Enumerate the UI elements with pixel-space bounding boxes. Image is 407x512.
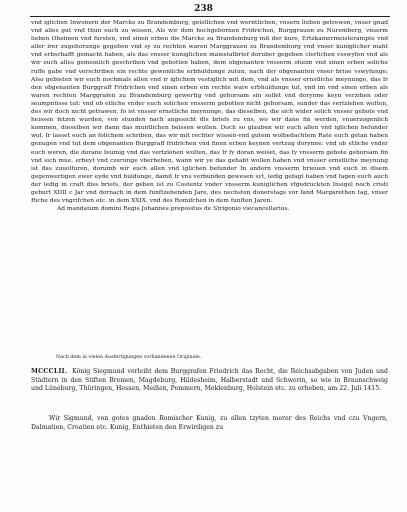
source-note: Nach dem in vielen Ausfertigungen vorhandenen Originale. xyxy=(56,355,202,360)
document-heading xyxy=(31,368,388,394)
charter-main-paragraph: vnd iglichen Inwonern der Marcke zu Brandemburg, geistlichen vnd werntlichen, vnsern lieben getrewen, vnser gnad vnd alles gut vnd thun euch zu wissen, Als wir dem hochgebornen Fridrichen, Burggrauen zu Nuremberg, vnserm lieben Oheimen vnd fursten, vnd sinen erben die Marcke zu Brandemburg mit der kure, Ertzkamermeisterampte vnd aller irer zugehorunge gegeben vnd sy zu rechten waren Marggrauen zu Brandemburg vnd vnser kuniglicher maht vnd erbschafft gemacht haben, als das vnsser kuniglichen maiestatbrief doruber gegeben clerlichen vsswyfen vnd als wir euch alles gemeinlich geschriben vnd gebotten haben, dem obgenanten vnsserm oheim vnd sinen erben soliche ruffe gabe vnd verschriben ein rechte gewonliche erbhuldunge zutun, nach der obgenanten vnser briue vswyfunge; Also gebieten wir euch nochmals allen vnd ir iglichem vestiglich mit dem, vnd als vnsser ernstliche meynunge, das Ir den obgenanten Burggraff Fridrichen vnd sinen erben ein rechte ware erbhuldunge tut, vnd im vnd sinen erben als waren rechten Marggrafen zu Brandemburg gewertig vnd gehorsam sin sollet vnd dorynne keyn verzihen oder seumpnüsse tut: vnd ob etliche vnder euch solichen vnsserm gebotten nicht gehorsam, sunder das vertziehen wolten, des wir doch nicht getrawen, fo ist vnsser ernstliche meynunge, das dieselben, die sich wider solich vnsser gebote vnd heissen fetzen wurden, von stunden nach angesicht dis briefs zu vns, wo wir dane fin werden, vnuerzogenlich kommen, dieselben wir dann das muntlichen heissen wollen. Doch so glauben wir euch allen vnd iglichen befunder wol, Ir lasset euch an folichem schriben, das wir mit rechter wissen-vnd gutem wolbedachtem Rate euch getan haben genugen vnd tut dem obgenanten Burggraff fridrichen vnd finen erben keynen vertzug dorynne: vnd ob etliche vnder euch weren, die dorane feumig vnd das vertziehen wolten, das Ir fy doran weiset, das fy vnsserm gebote gehorsam fin vnd sich mue, erbeyt vnd czerunge vberheben, wann wir ye das gehabt wollen haben vnd vnsser ernstliche meynung ist das zuuolfuren, dorumb wir euch allen vnd iglichen befunder In andern vnsserm brieuen vnd euch in disem gegenwertigen ewer eyde vnd huldunge, damit Ir vns verbunden gewesen syt, ledig gefagt haben vnd fagen euch auch der ledig in craft diss briefs, der geben ist zu Costentz vnder vnsserm kuniglichen vfgedruckten Insigel noch cristi geburt XIIII c Jar vnd dornach in dem funftzehenden Jare, des nechsten donerstags vor fand Margarethen tag, vnser Riche des vngrifchen etc. in dem XXIX. vnd des Romifchen in dem funften Jaren. xyxy=(31,20,388,205)
header-rule xyxy=(30,16,390,17)
charter-text xyxy=(31,19,388,213)
document-opening-text: Wir Sigmund, von gotes gnaden Romischer Kunig, zu allen tzyten merer des Reichs vnd czu Vngern, Dalmatien, Croatien etc. Kunig, Enthieten den Erwirdigen zu xyxy=(31,415,388,431)
page-number: 238 xyxy=(194,4,213,14)
document-number: MCCCLII. xyxy=(31,368,68,375)
charter-attestation: Ad mandatum domini Regis Johannes prepositus de Strigonio viecancellarius. xyxy=(57,206,290,213)
document-heading-text: König Siegmund verleiht dem Burggrafen Friedrich das Recht, die Reichsabgaben von Juden und Städtern in den Stiften Bremen, Magdeburg, Hildesheim, Halberstadt und Schwerin, so wie in Braunschweig und Lüneburg, Thüringen, Hessen, Meißen, Pommern, Meklenburg, Holstein etc. zu erheben, am 22. Juli 1415. xyxy=(31,368,388,393)
